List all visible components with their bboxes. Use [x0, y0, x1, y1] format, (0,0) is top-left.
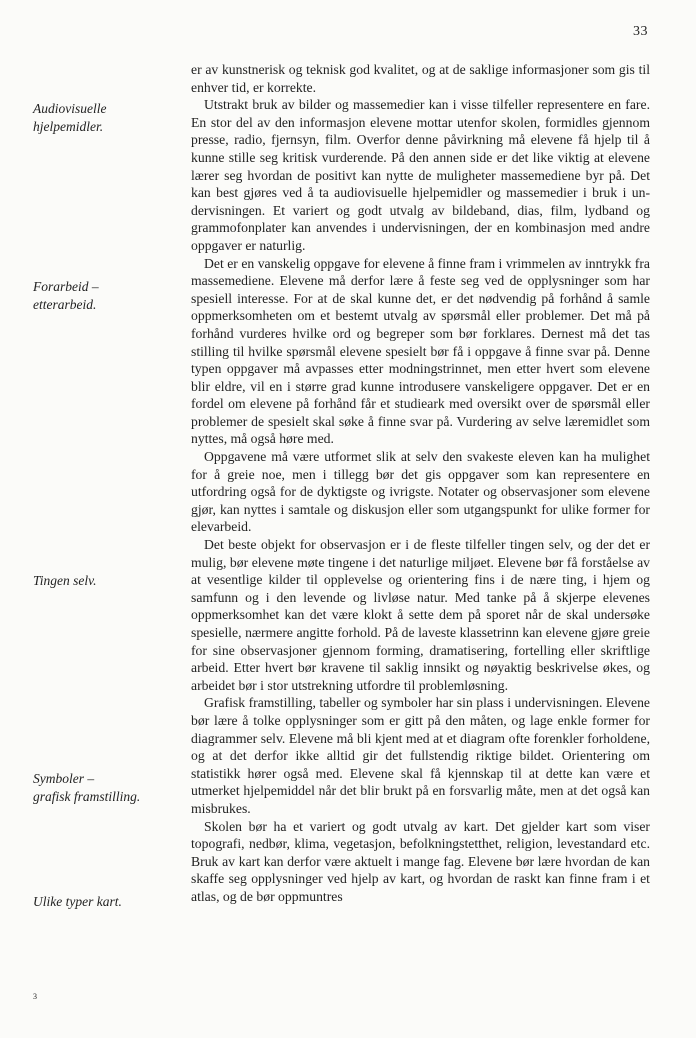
paragraph: er av kunstnerisk og teknisk god kvalitet, og at de saklige informasjoner som gis til enhver tid, er korrekte.: [191, 62, 650, 95]
page-number: 33: [633, 24, 648, 39]
paragraph: Oppgavene må være utformet slik at selv den svakeste eleven kan ha mulighet for å greie noe, men i tillegg bør det gis oppgaver som kan representere en utfordring også for de dyktigste og ivrigste. Notater og observasjoner som elevene gjør, kan nyttes i samtale og diskusjon eller som utgangspunkt for ulike former for elevarbeid.: [191, 449, 650, 535]
paragraph: Skolen bør ha et variert og godt utvalg av kart. Det gjelder kart som viser topografi, nedbør, klima, vegetasjon, befolkningstetthet, religion, levestandard etc. Bruk av kart kan derfor være aktuelt i mange fag. Elevene bør lære hvordan de kan skaffe seg opplysninger ved hjelp av kart, og hvordan de raskt kan finne fram i et atlas, og de bør oppmuntres: [191, 818, 650, 904]
paragraph: Det beste objekt for observasjon er i de fleste tilfeller tingen selv, og der det er mulig, bør elevene møte tingene i det naturlige miljøet. Elevene bør få forståelse av at vesentlige kilder til opplevelse og orientering fins i de nære ting, i hjem og samfunn og i den levende og livløse natur. Med tanke på å skjerpe elevenes oppmerksomhet kan det være klokt å sette dem på sporet når de skal undersøke spesielle, nærmere angitte forhold. På de laveste klassetrinn kan elevene gjøre greie for sine observasjoner gjennom forming, dramatisering, fortelling eller skriftlige arbeid. Etter hvert bør kravene til saklig innsikt og nøyaktig beskrivelse økes, og arbeidet bør i stor utstrekning utfordre til problemløsning.: [191, 537, 650, 693]
signature-mark: 3: [33, 992, 37, 1001]
margin-note-map-types: Ulike typer kart.: [33, 894, 122, 909]
paragraph: Det er en vanskelig oppgave for elevene å finne fram i vrimmelen av inntrykk fra massemediene. Elevene må derfor lære å feste seg ved de opplysninger som har spesiell interesse. For at de skal kunne det, er det nødvendig på forhånd å samle oppmerksomheten om et bestemt utvalg av spørsmål eller problemer. Det må på forhånd vurderes hvilke ord og begreper som bør forklares. Dernest må det tas stilling til hvilke spørsmål elevene spesielt bør få i oppgave å finne svar på. Denne typen oppgaver må avpasses etter modningstrinnet, men etter hvert som elevene blir eldre, vil en i større grad kunne introdusere vanskeligere oppgaver. Det er en fordel om elevene på forhånd får et studieark med oversikt over de spørsmål eller problemer de spesielt skal søke å finne svar på. Vurdering av selve læremidlet som nyttes, må også høre med.: [191, 255, 650, 447]
margin-note-audiovisual: Audiovisuelle hjelpemidler.: [33, 101, 107, 134]
margin-note-preparation: Forarbeid – etterarbeid.: [33, 279, 99, 312]
paragraph: Grafisk framstilling, tabeller og symboler har sin plass i undervisningen. Elevene bør lære å tolke opplysninger som er gitt på den måten, og lage enkle former for diagrammer selv. Elevene må bli kjent med at et diagram ofte forenkler forholdene, og at det derfor ikke alltid gir det fullstendig riktige bildet. Orientering om statistikk hører også med. Elevene skal få kjennskap til at dette kan være et utmerket hjelpemiddel når det blir brukt på en forsvarlig måte, men at det også kan misbrukes.: [191, 695, 650, 816]
margin-note-symbols: Symboler – grafisk framstilling.: [33, 771, 141, 804]
body-text: [191, 61, 650, 906]
margin-note-the-thing-itself: Tingen selv.: [33, 573, 97, 588]
paragraph: Utstrakt bruk av bilder og massemedier kan i visse tilfeller representere en fare. En stor del av den informasjon elevene mottar utenfor skolen, formidles gjennom presse, radio, fjernsyn, film. Overfor denne påvirkning må elevene få hjelp til å kunne stille seg kritisk vurderende. På den annen side er det like viktig at elevene lærer seg hvordan de positivt kan nytte de muligheter massemediene byr på. Det kan best gjøres ved å ta audiovisuelle hjelpemidler og massemedier i bruk i undervisningen. Et variert og godt utvalg av bildeband, dias, film, lydband og grammofonplater kan anvendes i undervisningen, der en kombinasjon med andre oppgaver er naturlig.: [191, 97, 650, 253]
